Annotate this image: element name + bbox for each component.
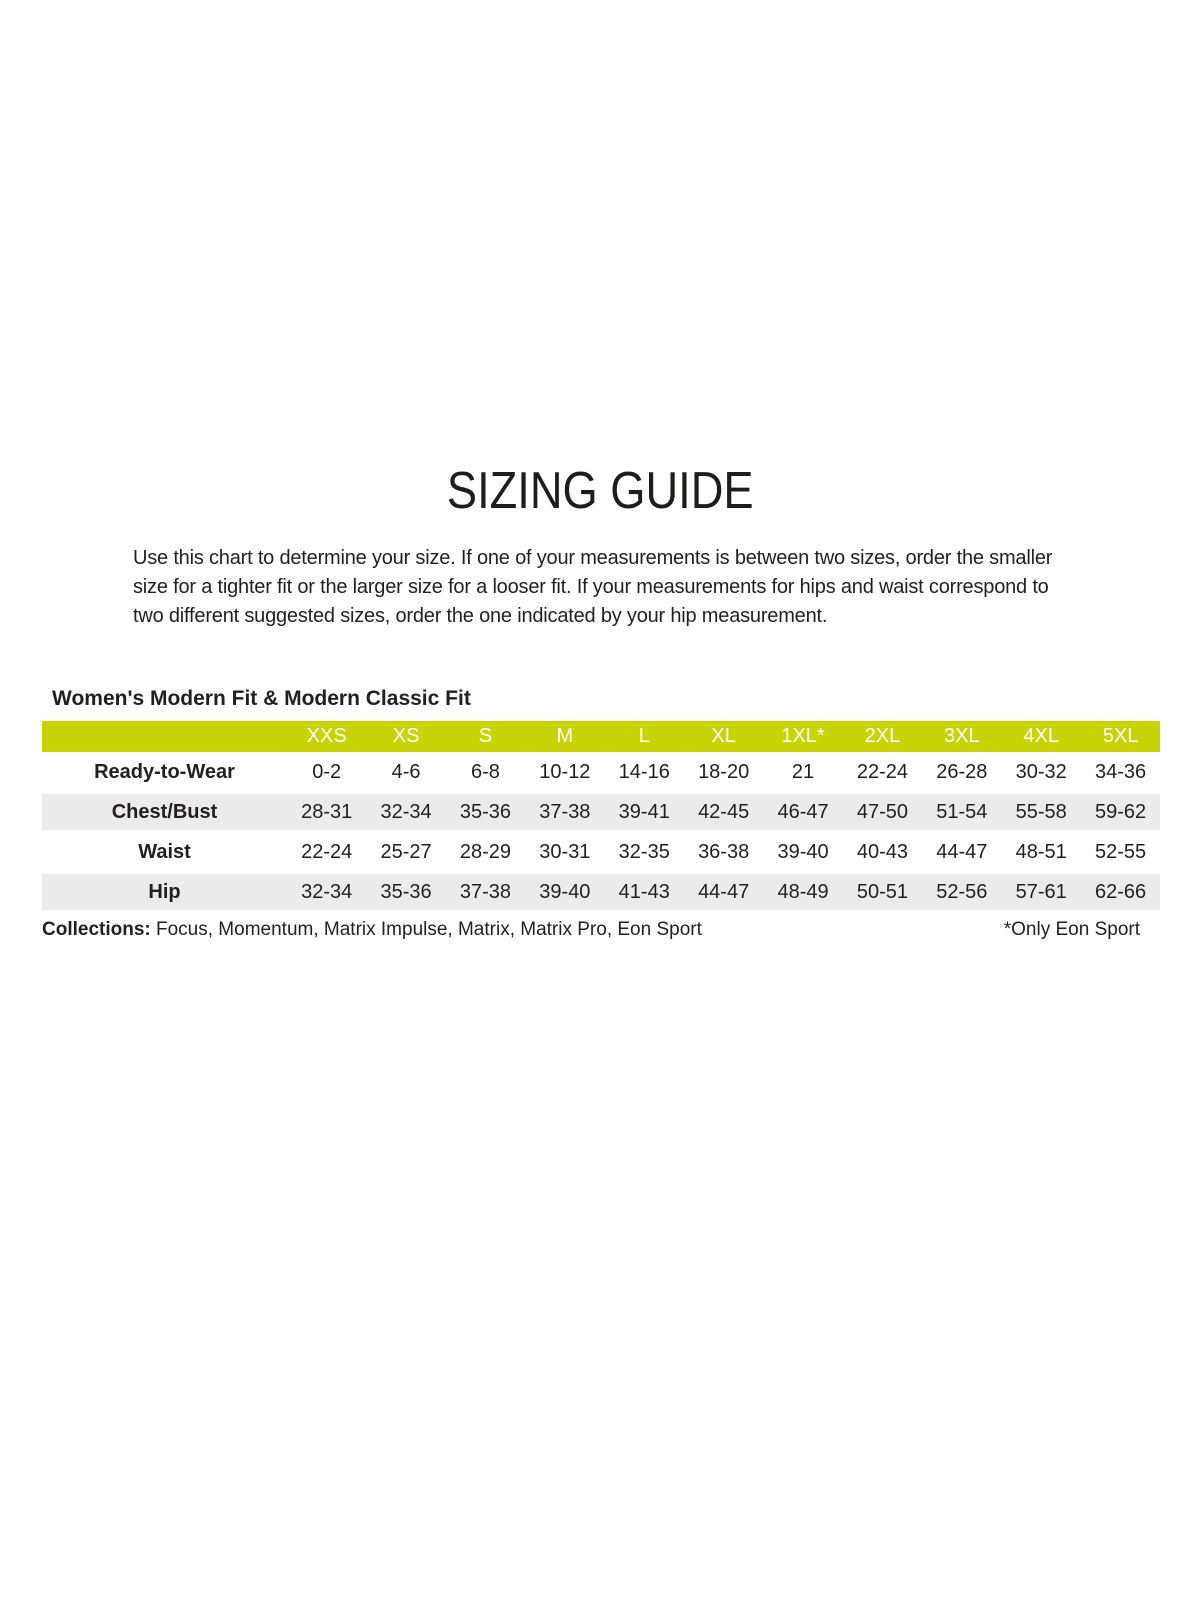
table-cell: 41-43 xyxy=(618,880,670,903)
table-row xyxy=(42,872,1160,912)
table-cell: 44-47 xyxy=(698,880,750,903)
table-cell: 57-61 xyxy=(1015,880,1067,903)
table-row xyxy=(42,792,1160,832)
table-cell: 39-41 xyxy=(618,800,670,823)
table-cell: 34-36 xyxy=(1095,760,1147,783)
column-header: XS xyxy=(392,725,420,748)
table-cell: 32-35 xyxy=(618,840,670,863)
column-header: L xyxy=(638,725,650,748)
table-cell: 0-2 xyxy=(312,760,342,783)
section-heading: Women's Modern Fit & Modern Classic Fit xyxy=(52,686,471,710)
table-cell: 6-8 xyxy=(471,760,500,783)
table-cell: 26-28 xyxy=(936,760,988,783)
table-cell: 37-38 xyxy=(459,880,512,903)
table-cell: 22-24 xyxy=(856,760,908,783)
table-cell: 52-55 xyxy=(1095,840,1147,863)
column-header: XL xyxy=(711,725,736,748)
column-header: 5XL xyxy=(1102,725,1139,748)
table-row xyxy=(42,832,1160,872)
page-title-text: SIZING GUIDE xyxy=(446,462,754,520)
footnote: *Only Eon Sport xyxy=(1003,918,1140,940)
table-cell: 62-66 xyxy=(1095,880,1147,903)
row-label: Ready-to-Wear xyxy=(94,760,235,783)
table-cell: 35-36 xyxy=(459,800,512,823)
table-cell: 36-38 xyxy=(698,840,750,863)
table-cell: 28-29 xyxy=(459,840,512,863)
table-cell: 39-40 xyxy=(539,880,591,903)
table-row xyxy=(42,752,1160,792)
table-cell: 50-51 xyxy=(856,880,908,903)
table-cell: 59-62 xyxy=(1095,800,1147,823)
table-cell: 30-31 xyxy=(539,840,591,863)
table-cell: 30-32 xyxy=(1015,760,1067,783)
table-cell: 44-47 xyxy=(936,840,988,863)
row-label: Hip xyxy=(148,880,181,903)
table-cell: 51-54 xyxy=(936,800,988,823)
table-cell: 52-56 xyxy=(936,880,988,903)
column-header: 4XL xyxy=(1023,725,1059,748)
table-cell: 10-12 xyxy=(539,760,591,783)
table-cell: 21 xyxy=(791,760,815,783)
table-cell: 32-34 xyxy=(301,880,353,903)
intro-paragraph xyxy=(133,544,1073,631)
column-header: XXS xyxy=(306,725,347,748)
table-cell: 48-51 xyxy=(1015,840,1067,863)
table-cell: 40-43 xyxy=(856,840,908,863)
table-cell: 22-24 xyxy=(301,840,353,863)
column-header: M xyxy=(556,725,574,748)
table-cell: 32-34 xyxy=(380,800,432,823)
table-cell: 25-27 xyxy=(380,840,432,863)
row-label: Waist xyxy=(138,840,191,863)
table-cell: 14-16 xyxy=(618,760,670,783)
page-title xyxy=(0,462,1200,522)
row-label: Chest/Bust xyxy=(111,800,218,823)
footer-line xyxy=(42,919,1160,941)
table-cell: 35-36 xyxy=(380,880,432,903)
collections-text xyxy=(42,919,702,941)
table-cell: 28-31 xyxy=(301,800,353,823)
size-table xyxy=(42,721,1160,912)
table-cell: 42-45 xyxy=(698,800,750,823)
intro-line-3: two different suggested sizes, order the one indicated by your hip measurement. xyxy=(133,604,828,627)
table-cell: 37-38 xyxy=(539,800,591,823)
table-cell: 18-20 xyxy=(698,760,750,783)
intro-line-2: size for a tighter fit or the larger size for a looser fit. If your measurements for hips and waist correspond to xyxy=(133,575,1049,598)
collections-label: Collections: xyxy=(42,918,151,940)
column-header: 3XL xyxy=(944,725,980,748)
table-cell: 39-40 xyxy=(777,840,829,863)
table-cell: 48-49 xyxy=(777,880,829,903)
table-cell: 4-6 xyxy=(391,760,421,783)
column-header: 2XL xyxy=(864,725,901,748)
intro-line-1: Use this chart to determine your size. If one of your measurements is between two sizes, order the smaller xyxy=(133,546,1053,569)
column-header: S xyxy=(478,725,493,748)
table-cell: 47-50 xyxy=(856,800,908,823)
column-header: 1XL* xyxy=(781,725,825,748)
table-cell: 55-58 xyxy=(1015,800,1067,823)
table-cell: 46-47 xyxy=(777,800,829,823)
table-header-row xyxy=(42,721,1160,752)
collections-list: Focus, Momentum, Matrix Impulse, Matrix, Matrix Pro, Eon Sport xyxy=(150,918,702,940)
